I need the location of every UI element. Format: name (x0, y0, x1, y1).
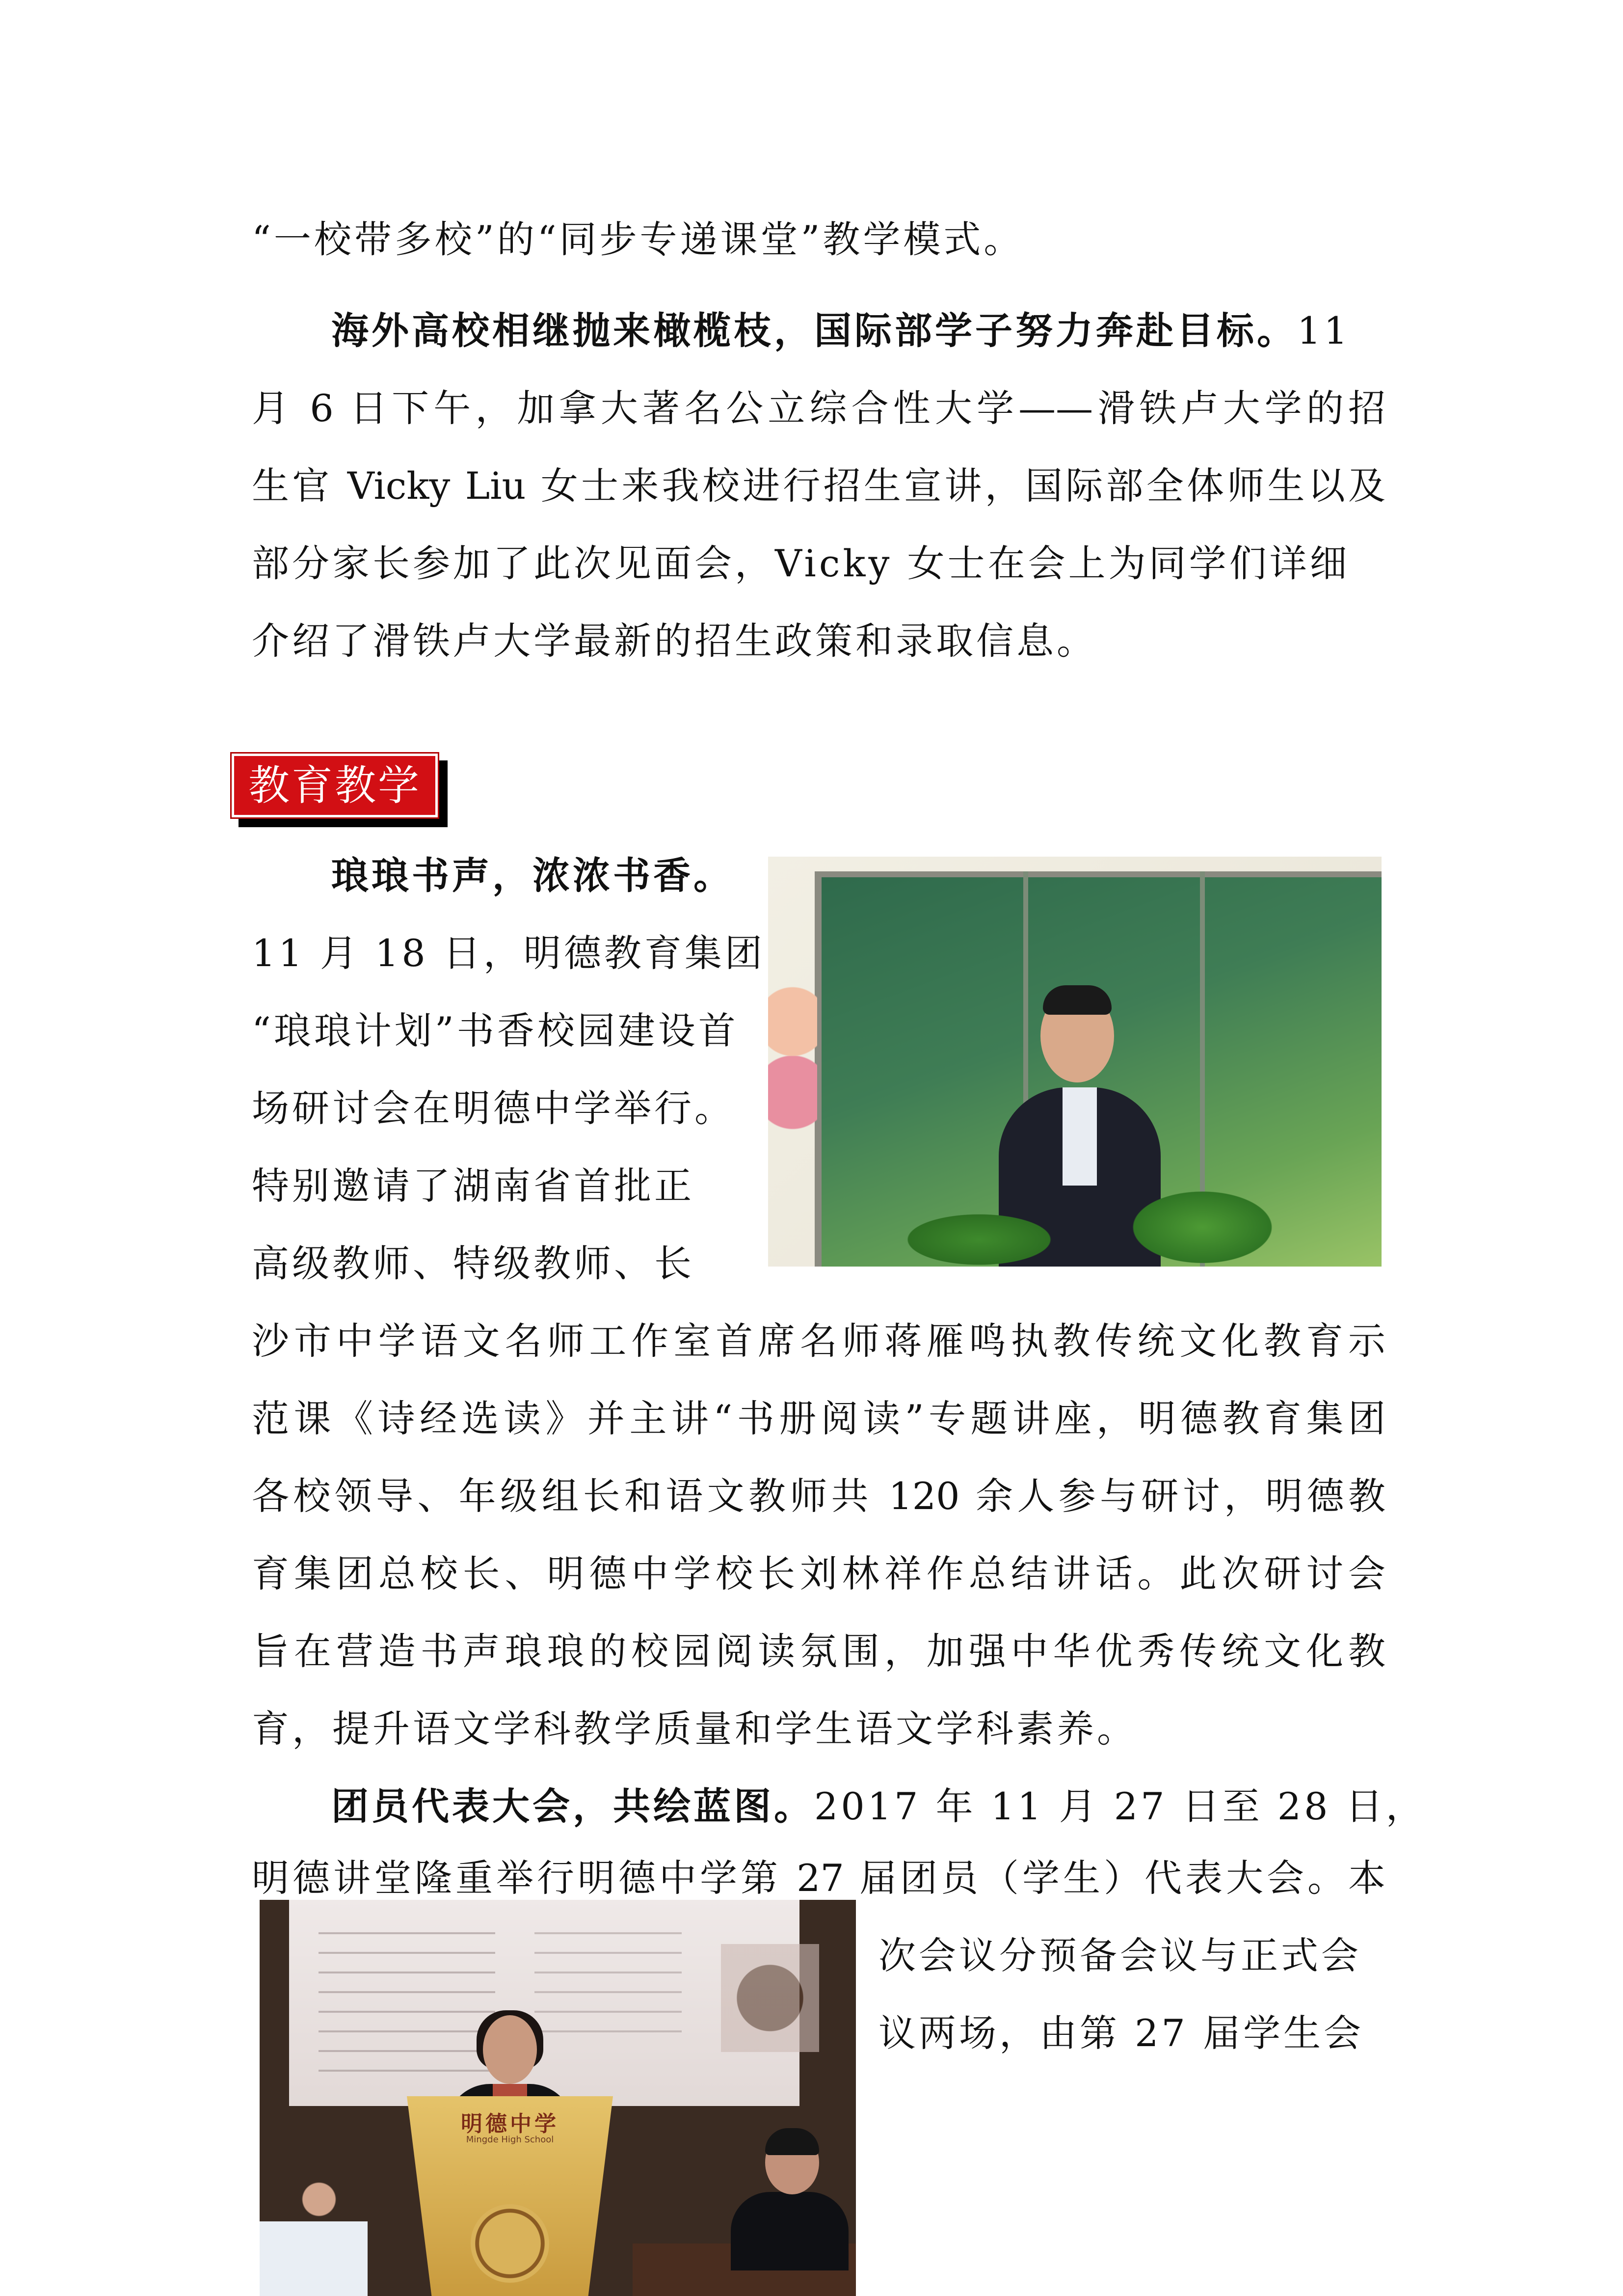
text-line: 旨在营造书声琅琅的校园阅读氛围，加强中华优秀传统文化教 (252, 1629, 1385, 1673)
text-line: 介绍了滑铁卢大学最新的招生政策和录取信息。 (252, 619, 1097, 663)
man-hair (765, 2128, 819, 2155)
plant (896, 1210, 1063, 1267)
side-line: “琅琅计划”书香校园建设首 (252, 1009, 739, 1053)
lead-tail: 2017 年 11 月 27 日至 28 日， (814, 1784, 1426, 1828)
text-line: 部分家长参加了此次见面会，Vicky 女士在会上为同学们详细 (252, 541, 1350, 585)
podium-label: 明德中学 (461, 2111, 559, 2136)
paragraph-lead (331, 1784, 1426, 1829)
student-figure (260, 2175, 368, 2296)
side-line: 11 月 18 日，明德教育集团 (252, 931, 765, 975)
section-tag-label: 教育教学 (232, 754, 438, 817)
side-line: 特别邀请了湖南省首批正 (252, 1164, 694, 1208)
side-line: 议两场，由第 27 届学生会 (878, 2011, 1364, 2055)
lead-bold: 团员代表大会，共绘蓝图。 (331, 1784, 814, 1828)
text-line: “一校带多校”的“同步专递课堂”教学模式。 (252, 217, 1024, 261)
side-line: 次会议分预备会议与正式会 (878, 1934, 1361, 1977)
wall-sticker (768, 974, 817, 1132)
teacher-shirt (1063, 1087, 1097, 1186)
calligraphy-mark (721, 1944, 819, 2052)
seated-man-figure (731, 2131, 849, 2268)
speaker-head (483, 2015, 537, 2084)
section-tag (232, 754, 448, 827)
paragraph-lead (331, 308, 1351, 353)
text-line: 月 6 日下午，加拿大著名公立综合性大学——滑铁卢大学的招 (252, 386, 1385, 430)
text-line: 各校领导、年级组长和语文教师共 120 余人参与研讨，明德教 (252, 1474, 1385, 1518)
paragraph-lead: 琅琅书声，浓浓书香。 (331, 854, 734, 897)
podium-sublabel: Mingde High School (466, 2134, 554, 2145)
text-line: 明德讲堂隆重举行明德中学第 27 届团员（学生）代表大会。本 (252, 1856, 1385, 1900)
text-line: 育集团总校长、明德中学校长刘林祥作总结讲话。此次研讨会 (252, 1552, 1385, 1595)
teacher-blackboard-photo (768, 857, 1382, 1267)
text-line: 沙市中学语文名师工作室首席名师蒋雁鸣执教传统文化教育示 (252, 1319, 1385, 1363)
side-line: 高级教师、特级教师、长 (252, 1242, 694, 1285)
lead-tail: 11 (1297, 309, 1351, 352)
speaker-podium-photo (260, 1900, 856, 2296)
text-line: 育，提升语文学科教学质量和学生语文学科素养。 (252, 1707, 1137, 1751)
teacher-hair (1043, 985, 1112, 1015)
text-line: 生官 Vicky Liu 女士来我校进行招生宣讲，国际部全体师生以及 (252, 464, 1385, 508)
text-line: 范课《诗经选读》并主讲“书册阅读”专题讲座，明德教育集团 (252, 1397, 1385, 1440)
side-line: 场研讨会在明德中学举行。 (252, 1086, 735, 1130)
man-body (731, 2192, 849, 2270)
school-emblem (471, 2204, 549, 2283)
lead-bold: 海外高校相继抛来橄榄枝，国际部学子努力奔赴目标。 (331, 309, 1297, 352)
plant (1121, 1186, 1283, 1267)
